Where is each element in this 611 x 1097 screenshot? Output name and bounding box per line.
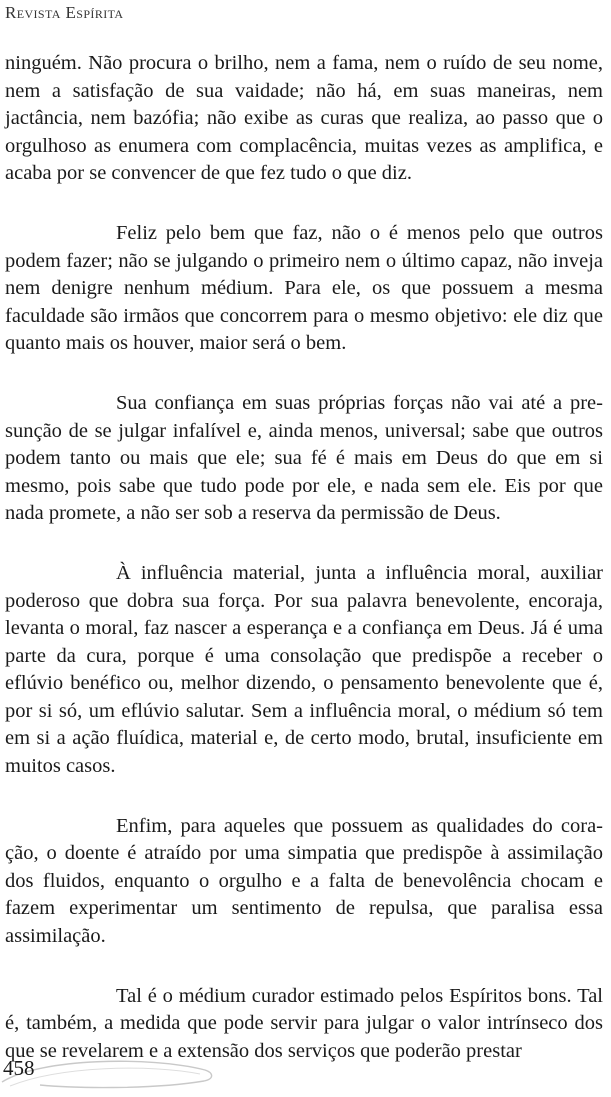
paragraph-1: ninguém. Não procura o brilho, nem a fama, nem o ruído de seu nome, nem a satisfação de sua vaidade; não há, em suas maneiras, nem jactância, nem bazófia; não exibe as curas que realiza, ao passo que o orgulhoso as enumera com complacência, muitas vezes as amplifica, e acaba por se convencer de que fez tudo o que diz. xyxy=(5,52,603,185)
paragraph-4: À influência material, junta a influência moral, auxiliar poderoso que dobra sua força. Por sua palavra benevolente, encoraja, levanta o moral, faz nascer a esperança e a confiança em Deus. Já é uma parte da cura, porque é uma consolação que predispõe a receber o eflúvio benéfico ou, melhor dizendo, o pensamento benevolente que é, por si só, um eflúvio salutar. Sem a influência moral, o médium só tem em si a ação fluídica, material e, de certo modo, brutal, insuficiente em muitos casos. xyxy=(5,561,603,778)
paragraph-2: Feliz pelo bem que faz, não o é menos pelo que outros podem fazer; não se julgando o primeiro nem o último capaz, não inveja nem denigre nenhum médium. Para ele, os que possuem a mesma faculdade são irmãos que concorrem para o mesmo objetivo: ele diz que quanto mais os houver, maior será o bem. xyxy=(5,221,603,355)
paragraph-3: Sua confiança em suas próprias forças não vai até a presunção de se julgar infalível e, ainda menos, universal; sabe que outros podem tanto ou mais que ele; sua fé é mais em Deus do que em si mesmo, pois sabe que tudo pode por ele, e nada sem ele. Eis por que nada promete, a não ser sob a reserva da permissão de Deus. xyxy=(5,391,603,525)
paragraph-6: Tal é o médium curador estimado pelos Espíritos bons. Tal é, também, a medida que pode servir para julgar o valor intrínseco dos que se revelarem e a extensão dos serviços que poderão prestar xyxy=(5,984,603,1062)
page-ornament xyxy=(0,1052,230,1090)
page-number: 458 xyxy=(3,1056,35,1080)
running-head: Revista Espírita xyxy=(5,3,124,22)
body-text xyxy=(5,50,603,1097)
paragraph-5: Enfim, para aqueles que possuem as qualidades do coração, o doente é atraído por uma simpatia que predispõe à assimilação dos fluidos, enquanto o orgulho e a falta de benevolência chocam e fazem experimentar um sentimento de repulsa, que paralisa essa assimilação. xyxy=(5,814,603,948)
